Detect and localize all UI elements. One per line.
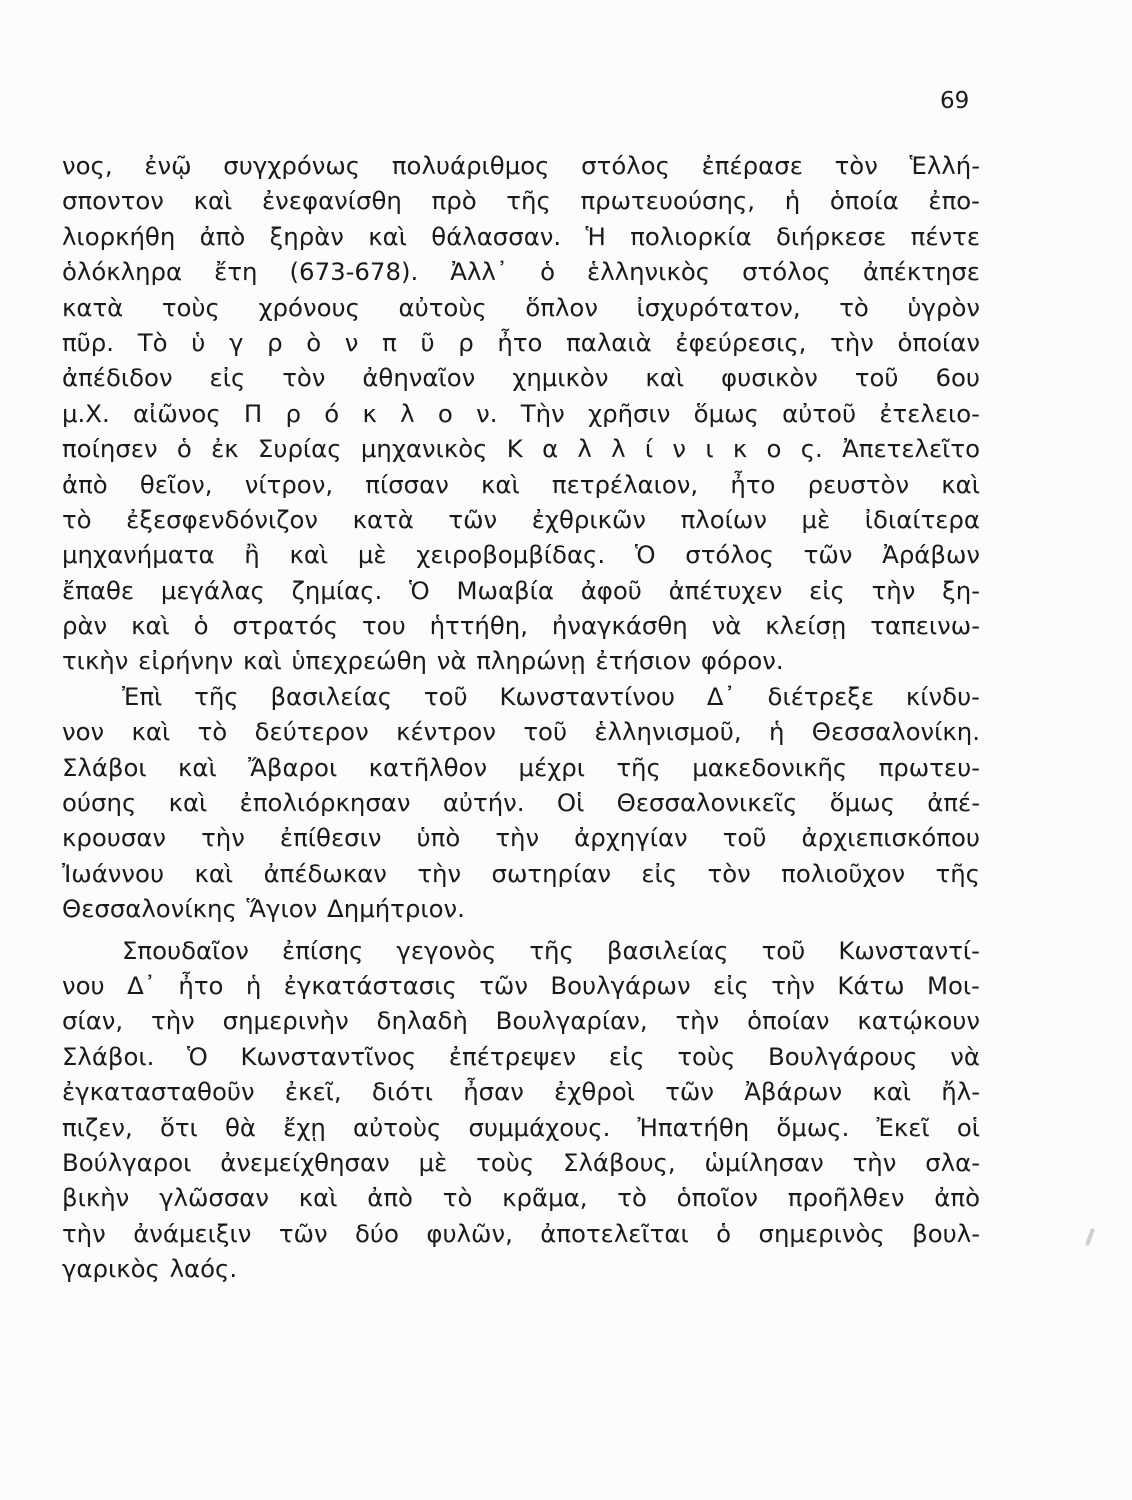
- paragraph: [62, 933, 980, 1287]
- text-line: νος, ἐνῷ συγχρόνως πολυάριθμος στόλος ἐπέρασε τὸν Ἑλλή-: [62, 151, 980, 180]
- text-line: Σλάβοι. Ὁ Κωνσταντῖνος ἐπέτρεψεν εἰς τοὺς Βουλγάρους νὰ: [62, 1041, 980, 1071]
- text-line: ὁλόκληρα ἔτη (673-678). Ἀλλ᾽ ὁ ἑλληνικὸς στόλος ἀπέκτησε: [62, 257, 980, 287]
- text-line: νου Δ᾽ ἦτο ἡ ἐγκατάστασις τῶν Βουλγάρων εἰς τὴν Κάτω Μοι-: [62, 970, 980, 1000]
- paragraph: [62, 679, 980, 927]
- text-line: κρουσαν τὴν ἐπίθεσιν ὑπὸ τὴν ἀρχηγίαν τοῦ ἀρχιεπισκόπου: [62, 823, 980, 853]
- text-line: λιορκήθη ἀπὸ ξηρὰν καὶ θάλασσαν. Ἡ πολιορκία διήρκεσε πέντε: [62, 221, 980, 251]
- text-line: Σλάβοι καὶ Ἄβαροι κατῆλθον μέχρι τῆς μακεδονικῆς πρωτευ-: [62, 752, 980, 782]
- text-line: μηχανήματα ἢ καὶ μὲ χειροβομβίδας. Ὁ στόλος τῶν Ἀράβων: [62, 540, 980, 570]
- text-line: ἐγκατασταθοῦν ἐκεῖ, διότι ἦσαν ἐχθροὶ τῶν Ἀβάρων καὶ ἤλ-: [62, 1077, 980, 1107]
- text-line: ἀπέδιδον εἰς τὸν ἀθηναῖον χημικὸν καὶ φυσικὸν τοῦ 6ου: [62, 363, 980, 393]
- text-line: Ἐπὶ τῆς βασιλείας τοῦ Κωνσταντίνου Δ᾽ διέτρεξε κίνδυ-: [122, 681, 980, 711]
- text-line: Ἰωάννου καὶ ἀπέδωκαν τὴν σωτηρίαν εἰς τὸν πολιοῦχον τῆς: [62, 858, 980, 888]
- paragraph: [62, 148, 980, 679]
- text-line: τὸ ἐξεσφενδόνιζον κατὰ τῶν ἐχθρικῶν πλοίων μὲ ἰδιαίτερα: [62, 504, 980, 534]
- text-line: γαρικὸς λαός.: [62, 1254, 238, 1284]
- text-line: τὴν ἀνάμειξιν τῶν δύο φυλῶν, ἀποτελεῖται ὁ σημερινὸς βουλ-: [62, 1218, 980, 1248]
- text-line: Θεσσαλονίκης Ἅγιον Δημήτριον.: [62, 894, 465, 924]
- text-line: πιζεν, ὅτι θὰ ἔχῃ αὐτοὺς συμμάχους. Ἠπατήθη ὅμως. Ἐκεῖ οἱ: [62, 1112, 980, 1142]
- text-line: πῦρ. Τὸ ὑ γ ρ ὸ ν π ῦ ρ ἦτο παλαιὰ ἐφεύρεσις, τὴν ὁποίαν: [62, 327, 980, 357]
- text-line: ποίησεν ὁ ἐκ Συρίας μηχανικὸς Κ α λ λ ί ν ι κ ο ς. Ἀπετελεῖτο: [62, 434, 980, 464]
- text-line: ούσης καὶ ἐπολιόρκησαν αὐτήν. Οἱ Θεσσαλονικεῖς ὅμως ἀπέ-: [62, 788, 980, 818]
- text-line: Βούλγαροι ἀνεμείχθησαν μὲ τοὺς Σλάβους, ὡμίλησαν τὴν σλα-: [62, 1147, 980, 1177]
- text-line: νον καὶ τὸ δεύτερον κέντρον τοῦ ἑλληνισμοῦ, ἡ Θεσσαλονίκη.: [62, 717, 980, 747]
- text-line: κατὰ τοὺς χρόνους αὐτοὺς ὅπλον ἰσχυρότατον, τὸ ὑγρὸν: [62, 292, 980, 322]
- text-line: ἀπὸ θεῖον, νίτρον, πίσσαν καὶ πετρέλαιον, ἦτο ρευστὸν καὶ: [62, 469, 980, 499]
- page-number: 69: [940, 88, 970, 114]
- body-text: [62, 148, 980, 1287]
- text-line: σίαν, τὴν σημερινὴν δηλαδὴ Βουλγαρίαν, τὴν ὁποίαν κατῴκουν: [62, 1006, 980, 1036]
- text-line: τικὴν εἰρήνην καὶ ὑπεχρεώθη νὰ πληρώνῃ ἐτήσιον φόρον.: [62, 646, 784, 676]
- text-line: σποντον καὶ ἐνεφανίσθη πρὸ τῆς πρωτευούσης, ἡ ὁποία ἐπο-: [62, 186, 980, 216]
- text-line: βικὴν γλῶσσαν καὶ ἀπὸ τὸ κρᾶμα, τὸ ὁποῖον προῆλθεν ἀπὸ: [62, 1183, 980, 1213]
- text-line: ρὰν καὶ ὁ στρατός του ἡττήθη, ἠναγκάσθη νὰ κλείσῃ ταπεινω-: [62, 611, 980, 641]
- text-line: Σπουδαῖον ἐπίσης γεγονὸς τῆς βασιλείας τοῦ Κωνσταντί-: [122, 935, 980, 965]
- text-line: μ.Χ. αἰῶνος Π ρ ό κ λ ο ν. Τὴν χρῆσιν ὅμως αὐτοῦ ἐτελειο-: [62, 398, 980, 428]
- margin-mark: [1085, 1228, 1095, 1246]
- text-line: ἔπαθε μεγάλας ζημίας. Ὁ Μωαβία ἀφοῦ ἀπέτυχεν εἰς τὴν ξη-: [62, 575, 980, 605]
